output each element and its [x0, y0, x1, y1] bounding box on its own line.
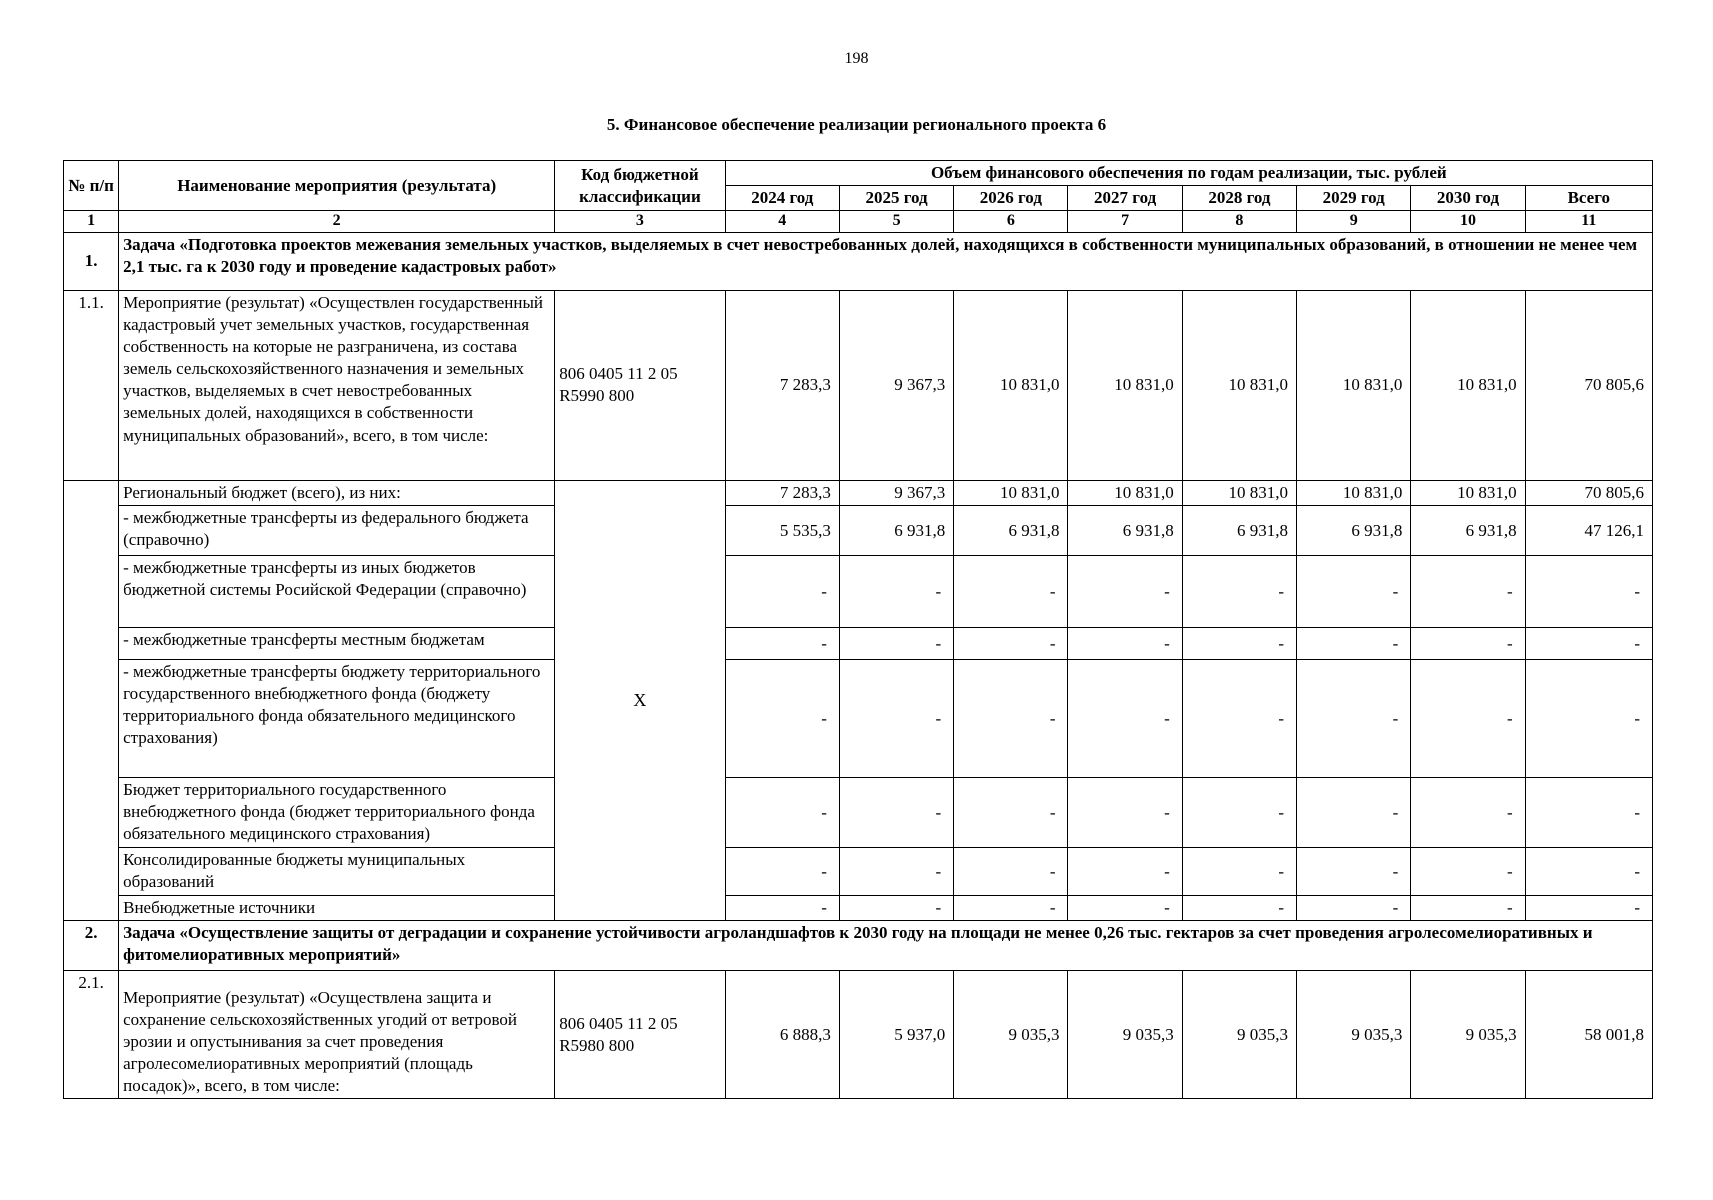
value-cell: 10 831,0 [954, 480, 1068, 505]
funding-source-row [64, 660, 1653, 778]
value-cell: - [839, 660, 953, 778]
value-cell: 47 126,1 [1525, 506, 1652, 556]
value-cell: 6 888,3 [725, 971, 839, 1099]
page-number: 198 [844, 50, 869, 67]
column-number-10: 10 [1411, 211, 1525, 233]
column-number-8: 8 [1182, 211, 1296, 233]
value-cell: - [1411, 628, 1525, 660]
header-funding-group: Объем финансового обеспечения по годам реализации, тыс. рублей [725, 161, 1652, 186]
value-cell: - [954, 778, 1068, 848]
funding-source-name: Консолидированные бюджеты муниципальных образований [119, 848, 555, 896]
task-number: 1. [64, 232, 119, 290]
value-cell: - [725, 778, 839, 848]
value-cell: 10 831,0 [1068, 290, 1182, 480]
task-number: 2. [64, 921, 119, 971]
column-number-11: 11 [1525, 211, 1652, 233]
value-cell: - [725, 660, 839, 778]
value-cell: - [954, 556, 1068, 628]
value-cell: - [1182, 660, 1296, 778]
task-row [64, 921, 1653, 971]
value-cell: 58 001,8 [1525, 971, 1652, 1099]
value-cell: - [1068, 628, 1182, 660]
value-cell: 10 831,0 [1411, 290, 1525, 480]
value-cell: 6 931,8 [954, 506, 1068, 556]
funding-source-row [64, 480, 1653, 505]
value-cell: - [1411, 556, 1525, 628]
value-cell: - [725, 896, 839, 921]
header-year-5: 2029 год [1297, 186, 1411, 211]
value-cell: 6 931,8 [839, 506, 953, 556]
value-cell: 10 831,0 [1297, 480, 1411, 505]
column-number-7: 7 [1068, 211, 1182, 233]
value-cell: - [1297, 628, 1411, 660]
column-number-1: 1 [64, 211, 119, 233]
value-cell: - [1068, 660, 1182, 778]
header-year-3: 2027 год [1068, 186, 1182, 211]
value-cell: - [1297, 660, 1411, 778]
budget-code-x-mark: X [555, 480, 725, 920]
value-cell: 5 937,0 [839, 971, 953, 1099]
column-number-9: 9 [1297, 211, 1411, 233]
value-cell: 7 283,3 [725, 290, 839, 480]
value-cell: 10 831,0 [954, 290, 1068, 480]
value-cell: - [839, 848, 953, 896]
value-cell: - [1297, 556, 1411, 628]
value-cell: - [839, 556, 953, 628]
task-title: Задача «Осуществление защиты от деградации и сохранение устойчивости агроландшафтов к 2030 году на площади не менее 0,26 тыс. гектаров за счет проведения агролесомелиоративных и фитомелиоративных мероприятий» [119, 921, 1653, 971]
value-cell: - [1182, 896, 1296, 921]
value-cell: - [1068, 556, 1182, 628]
value-cell: - [1411, 778, 1525, 848]
financing-table [63, 160, 1653, 1099]
column-number-5: 5 [839, 211, 953, 233]
value-cell: - [725, 628, 839, 660]
value-cell: 70 805,6 [1525, 290, 1652, 480]
value-cell: - [1068, 848, 1182, 896]
value-cell: - [1297, 896, 1411, 921]
funding-source-name: - межбюджетные трансферты из федерального бюджета (справочно) [119, 506, 555, 556]
task-row [64, 232, 1653, 290]
value-cell: 70 805,6 [1525, 480, 1652, 505]
header-year-1: 2025 год [839, 186, 953, 211]
value-cell: 9 035,3 [1297, 971, 1411, 1099]
header-year-2: 2026 год [954, 186, 1068, 211]
header-code: Код бюджетной классификации [555, 161, 725, 211]
value-cell: - [1411, 848, 1525, 896]
value-cell: - [839, 896, 953, 921]
measure-name: Мероприятие (результат) «Осуществлен государственный кадастровый учет земельных участков, государственная собственность на которые не разграничена, из состава земель сельскохозяйственного назначения и земельных участков, выделяемых в счет невостребованных земельных долей, находящихся в собственности муниципальных образований», всего, в том числе: [119, 290, 555, 480]
value-cell: 10 831,0 [1411, 480, 1525, 505]
value-cell: 7 283,3 [725, 480, 839, 505]
funding-source-name: - межбюджетные трансферты из иных бюджетов бюджетной системы Росийской Федерации (справочно) [119, 556, 555, 628]
measure-row [64, 290, 1653, 480]
column-number-4: 4 [725, 211, 839, 233]
value-cell: - [1182, 628, 1296, 660]
value-cell: - [1182, 778, 1296, 848]
value-cell: 9 035,3 [954, 971, 1068, 1099]
value-cell: 9 367,3 [839, 290, 953, 480]
value-cell: - [1525, 896, 1652, 921]
funding-source-name: Региональный бюджет (всего), из них: [119, 480, 555, 505]
value-cell: 10 831,0 [1068, 480, 1182, 505]
value-cell: - [1182, 848, 1296, 896]
funding-source-row [64, 896, 1653, 921]
value-cell: 9 035,3 [1411, 971, 1525, 1099]
funding-source-row [64, 556, 1653, 628]
value-cell: - [954, 628, 1068, 660]
measure-row [64, 971, 1653, 1099]
value-cell: 9 035,3 [1068, 971, 1182, 1099]
funding-source-row [64, 628, 1653, 660]
value-cell: 6 931,8 [1068, 506, 1182, 556]
header-year-0: 2024 год [725, 186, 839, 211]
funding-source-name: - межбюджетные трансферты бюджету территориального государственного внебюджетного фонда (бюджету территориального фонда обязательного медицинского страхования) [119, 660, 555, 778]
value-cell: - [725, 848, 839, 896]
header-year-6: 2030 год [1411, 186, 1525, 211]
document-title: 5. Финансовое обеспечение реализации регионального проекта 6 [606, 115, 1107, 134]
header-year-7: Всего [1525, 186, 1652, 211]
funding-source-name: Внебюджетные источники [119, 896, 555, 921]
header-year-4: 2028 год [1182, 186, 1296, 211]
measure-name: Мероприятие (результат) «Осуществлена защита и сохранение сельскохозяйственных угодий от ветровой эрозии и опустынивания за счет проведения агролесомелиоративных мероприятий (площадь посадок)», всего, в том числе: [119, 971, 555, 1099]
value-cell: 10 831,0 [1182, 480, 1296, 505]
funding-source-row [64, 506, 1653, 556]
value-cell: - [1068, 778, 1182, 848]
task-title: Задача «Подготовка проектов межевания земельных участков, выделяемых в счет невостребованных долей, находящихся в собственности муниципальных образований, в отношении не менее чем 2,1 тыс. га к 2030 году и проведение кадастровых работ» [119, 232, 1653, 290]
funding-source-row [64, 848, 1653, 896]
value-cell: 10 831,0 [1182, 290, 1296, 480]
value-cell: 9 035,3 [1182, 971, 1296, 1099]
header-no: № п/п [64, 161, 119, 211]
value-cell: - [1411, 896, 1525, 921]
value-cell: 6 931,8 [1297, 506, 1411, 556]
value-cell: 10 831,0 [1297, 290, 1411, 480]
value-cell: - [954, 896, 1068, 921]
value-cell: - [1525, 556, 1652, 628]
budget-code: 806 0405 11 2 05 R5990 800 [555, 290, 725, 480]
value-cell: 6 931,8 [1182, 506, 1296, 556]
funding-source-row [64, 778, 1653, 848]
column-number-6: 6 [954, 211, 1068, 233]
header-name: Наименование мероприятия (результата) [119, 161, 555, 211]
value-cell: - [1297, 848, 1411, 896]
measure-number: 1.1. [64, 290, 119, 480]
value-cell: - [839, 778, 953, 848]
value-cell: 5 535,3 [725, 506, 839, 556]
value-cell: - [725, 556, 839, 628]
header-column-numbers-row [64, 211, 1653, 233]
value-cell: - [1297, 778, 1411, 848]
value-cell: - [1525, 660, 1652, 778]
column-number-2: 2 [119, 211, 555, 233]
funding-source-name: - межбюджетные трансферты местным бюджетам [119, 628, 555, 660]
value-cell: - [954, 848, 1068, 896]
column-number-3: 3 [555, 211, 725, 233]
value-cell: - [1182, 556, 1296, 628]
funding-source-name: Бюджет территориального государственного внебюджетного фонда (бюджет территориального фонда обязательного медицинского страхования) [119, 778, 555, 848]
value-cell: - [839, 628, 953, 660]
value-cell: - [954, 660, 1068, 778]
value-cell: - [1068, 896, 1182, 921]
budget-code: 806 0405 11 2 05 R5980 800 [555, 971, 725, 1099]
value-cell: - [1525, 628, 1652, 660]
measure-number: 2.1. [64, 971, 119, 1099]
value-cell: - [1525, 848, 1652, 896]
value-cell: - [1525, 778, 1652, 848]
number-cell-empty [64, 480, 119, 920]
value-cell: 6 931,8 [1411, 506, 1525, 556]
value-cell: 9 367,3 [839, 480, 953, 505]
value-cell: - [1411, 660, 1525, 778]
